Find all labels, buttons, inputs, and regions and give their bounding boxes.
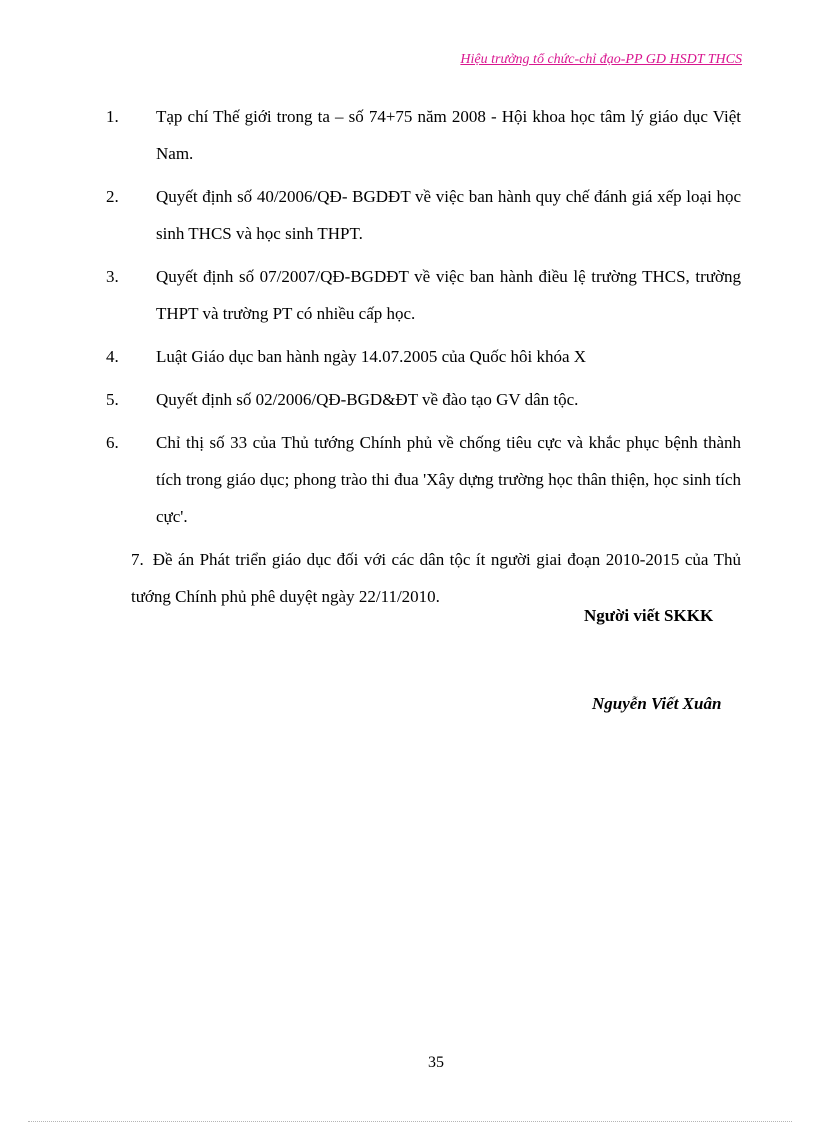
reference-item [106, 424, 741, 535]
reference-number: 2. [106, 187, 119, 206]
reference-number: 3. [106, 267, 119, 286]
reference-number: 1. [106, 107, 119, 126]
header-title: Hiệu trưởng tổ chức-chỉ đạo-PP GD HSDT THCS [460, 52, 742, 67]
reference-item [106, 338, 741, 375]
reference-text: Quyết định số 40/2006/QĐ- BGDĐT về việc ban hành quy chế đánh giá xếp loại học sinh THCS và học sinh THPT. [156, 187, 741, 243]
reference-item [106, 258, 741, 332]
reference-item [106, 381, 741, 418]
reference-item [106, 178, 741, 252]
reference-number: 7. [131, 550, 144, 569]
reference-item [131, 541, 741, 615]
reference-text: Quyết định số 07/2007/QĐ-BGDĐT về việc ban hành điều lệ trường THCS, trường THPT và trường PT có nhiều cấp học. [156, 267, 741, 323]
reference-item [106, 98, 741, 172]
footer-divider [28, 1121, 792, 1122]
reference-text: Luật Giáo dục ban hành ngày 14.07.2005 của Quốc hôi khóa X [156, 347, 587, 366]
writer-label: Người viết SKKK [584, 606, 714, 625]
reference-number: 4. [106, 347, 119, 366]
reference-text: Đề án Phát triển giáo dục đối với các dân tộc ít người giai đoạn 2010-2015 của Thủ tướng Chính phủ phê duyệt ngày 22/11/2010. [131, 550, 741, 606]
reference-text: Quyết định số 02/2006/QĐ-BGD&ĐT về đào tạo GV dân tộc. [156, 390, 579, 409]
reference-text: Chỉ thị số 33 của Thủ tướng Chính phủ về chống tiêu cực và khắc phục bệnh thành tích trong giáo dục; phong trào thi đua 'Xây dựng trường học thân thiện, học sinh tích cực'. [156, 433, 741, 526]
reference-number: 6. [106, 433, 119, 452]
writer-name: Nguyễn Viết Xuân [592, 694, 722, 713]
reference-number: 5. [106, 390, 119, 409]
reference-text: Tạp chí Thế giới trong ta – số 74+75 năm 2008 - Hội khoa học tâm lý giáo dục Việt Nam. [156, 107, 741, 163]
reference-list [106, 98, 741, 621]
page-number: 35 [428, 1054, 444, 1071]
